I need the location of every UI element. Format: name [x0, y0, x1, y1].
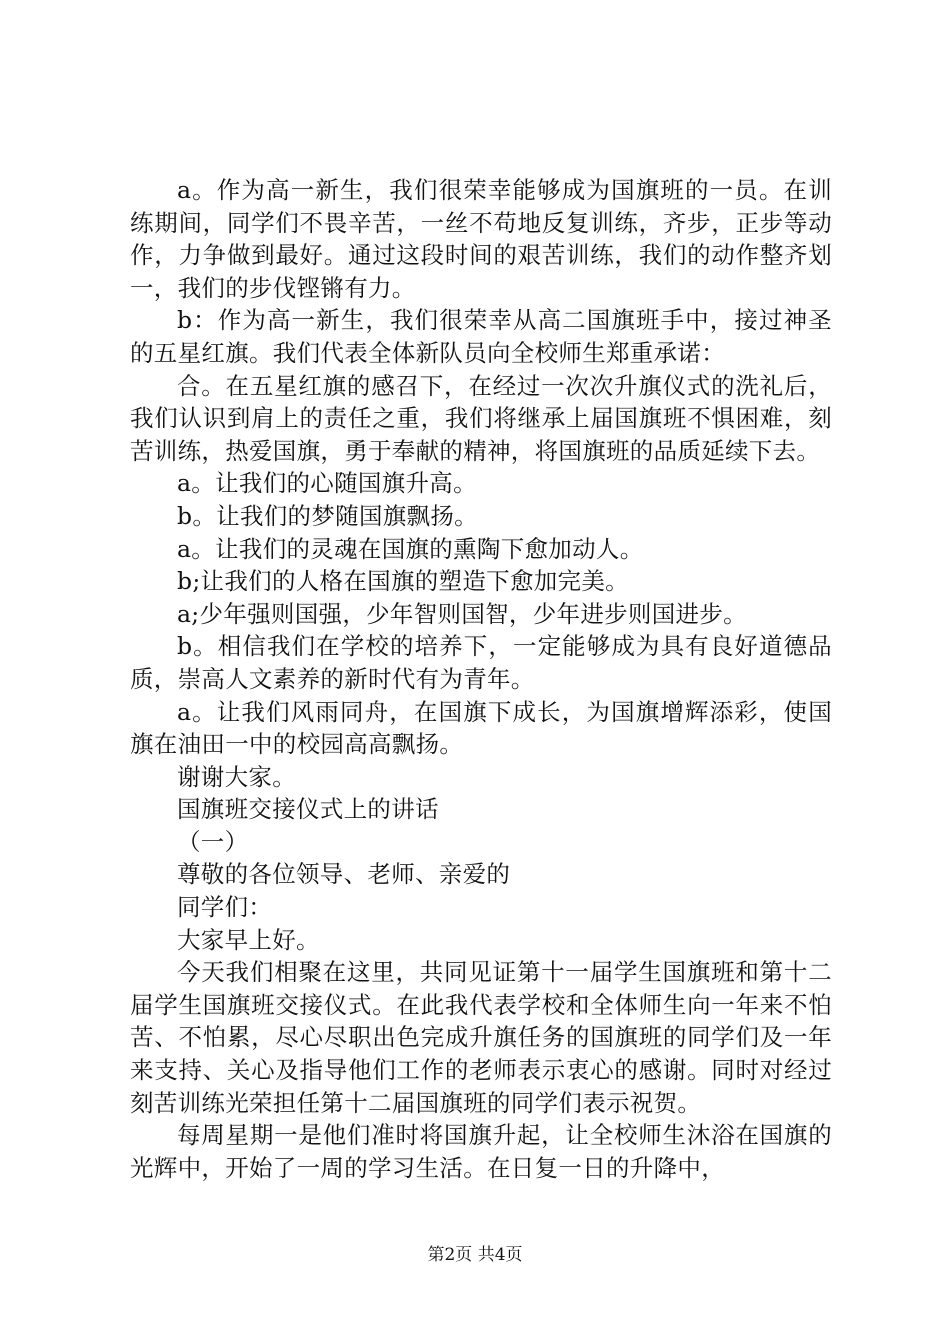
salutation-line-1: 尊敬的各位领导、老师、亲爱的: [177, 860, 511, 889]
paragraph-8: a;少年强则国强，少年智则国智，少年进步则国进步。: [177, 599, 747, 628]
page-number-footer: 第2页 共4页: [427, 1245, 523, 1265]
paragraph-5: b。让我们的梦随国旗飘扬。: [177, 501, 478, 530]
paragraph-6: a。让我们的灵魂在国旗的熏陶下愈加动人。: [177, 534, 644, 563]
greeting: 大家早上好。: [177, 925, 320, 954]
paragraph-1: a。作为高一新生，我们很荣幸能够成为国旗班的一员。在训练期间，同学们不畏辛苦，一丝不苟地反复训练，齐步，正步等动作，力争做到最好。通过这段时间的艰苦训练，我们的动作整齐划一，我们的步伐铿锵有力。: [130, 176, 832, 302]
document-body: [130, 174, 832, 1184]
salutation-line-2: 同学们：: [177, 893, 273, 922]
paragraph-17: 今天我们相聚在这里，共同见证第十一届学生国旗班和第十二届学生国旗班交接仪式。在此我代表学校和全体师生向一年来不怕苦、不怕累，尽心尽职出色完成升旗任务的国旗班的同学们及一年来支持、关心及指导他们工作的老师表示衷心的感谢。同时对经过刻苦训练光荣担任第十二届国旗班的同学们表示祝贺。: [130, 958, 832, 1117]
section-number: （一）: [177, 827, 249, 856]
paragraph-18: 每周星期一是他们准时将国旗升起，让全校师生沐浴在国旗的光辉中，开始了一周的学习生活。在日复一日的升降中，: [130, 1121, 832, 1182]
paragraph-11: 谢谢大家。: [177, 762, 296, 791]
paragraph-7: b;让我们的人格在国旗的塑造下愈加完美。: [177, 567, 629, 596]
paragraph-4: a。让我们的心随国旗升高。: [177, 469, 477, 498]
paragraph-10: a。让我们风雨同舟，在国旗下成长，为国旗增辉添彩，使国旗在油田一中的校园高高飘扬。: [130, 697, 832, 759]
paragraph-2: b：作为高一新生，我们很荣幸从高二国旗班手中，接过神圣的五星红旗。我们代表全体新队员向全校师生郑重承诺：: [130, 306, 832, 367]
paragraph-9: b。相信我们在学校的培养下，一定能够成为具有良好道德品质，崇高人文素养的新时代有为青年。: [130, 632, 832, 693]
speech-title: 国旗班交接仪式上的讲话: [177, 795, 439, 824]
paragraph-3: 合。在五星红旗的感召下，在经过一次次升旗仪式的洗礼后，我们认识到肩上的责任之重，我们将继承上届国旗班不惧困难，刻苦训练，热爱国旗，勇于奉献的精神，将国旗班的品质延续下去。: [130, 371, 832, 465]
